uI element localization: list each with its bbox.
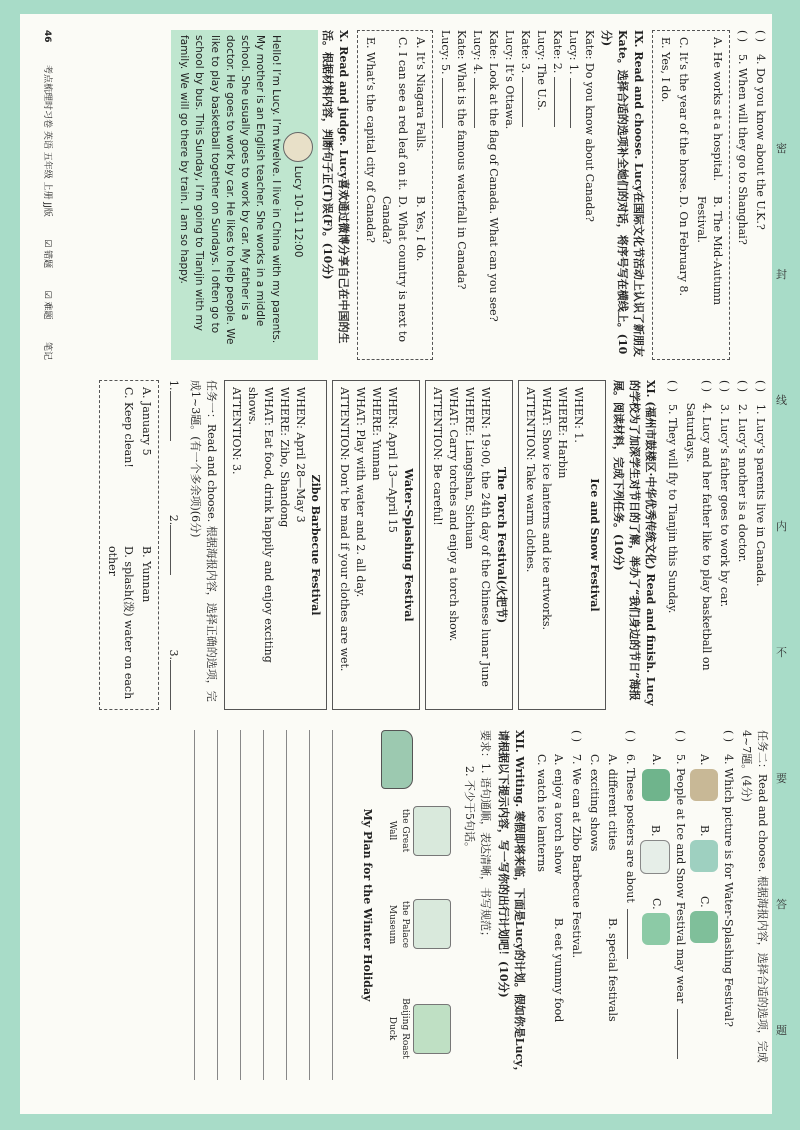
task1-instruction: 任务一：Read and choose. 根据海报内容，选择正确的选项，完成1~3题。(有一个多余项)(6分) bbox=[188, 380, 218, 702]
judge-text: 1. Lucy’s parents live in Canada. bbox=[754, 404, 767, 587]
page-number: 46 bbox=[42, 30, 53, 43]
binding-char: 密 bbox=[776, 142, 787, 155]
car-icon bbox=[381, 730, 413, 789]
choice-a[interactable]: A. bbox=[690, 754, 718, 801]
task1-opt-a: A. January 5 bbox=[140, 387, 154, 456]
task1-opt-d: D. splash(泼) water on each other bbox=[106, 546, 136, 700]
ix-opt-a: A. It’s Niagara Falls. bbox=[414, 37, 428, 152]
blog-time: 10-11 12:00 bbox=[291, 193, 304, 258]
poster-line: ATTENTION: Be careful! bbox=[431, 387, 445, 526]
blog-author: Lucy bbox=[291, 165, 304, 191]
answer-blank[interactable] bbox=[442, 78, 453, 128]
poster-water-splashing bbox=[333, 380, 421, 710]
poster-title: Ice and Snow Festival bbox=[587, 478, 601, 612]
ix-opt-b: B. Yes, I do. bbox=[414, 196, 428, 262]
landmark-palace-museum: the Palace Museum bbox=[385, 882, 451, 967]
judge-text: 3. Lucy’s father goes to work by car. bbox=[718, 404, 732, 608]
judge-row: ( ) 2. Lucy’s mother is a doctor. bbox=[736, 380, 750, 563]
q4-row: ( ) 4. Which picture is for Water-Splashing Festival? bbox=[722, 730, 736, 1027]
torch-icon bbox=[690, 769, 718, 801]
poster-line: WHERE: Zibo, Shandong bbox=[277, 387, 291, 528]
poster-line: WHAT: Eat food, drink happily and enjoy exciting shows. bbox=[245, 387, 275, 663]
answer-blank[interactable] bbox=[554, 77, 565, 127]
down-jacket-icon bbox=[642, 769, 670, 801]
q4-text: 4. Which picture is for Water-Splashing Festival? bbox=[722, 754, 736, 1027]
choice-b[interactable]: B. bbox=[640, 825, 670, 874]
q4-text: 4. Do you know about the U.K.? bbox=[754, 54, 767, 230]
plan-illustration bbox=[381, 730, 455, 1080]
dialogue-line: Lucy: The U.S. bbox=[534, 30, 548, 111]
judge-row: ( ) 4. Lucy and her father like to play basketball on Saturdays. bbox=[682, 380, 714, 710]
q5-text: 5. When will they go to Shanghai? bbox=[736, 54, 750, 245]
binding-char: 答 bbox=[776, 898, 787, 911]
q6-text: 6. These posters are about bbox=[624, 754, 638, 903]
poster-line: ATTENTION: Take warm clothes. bbox=[523, 387, 537, 573]
binding-char: 封 bbox=[776, 268, 787, 281]
poster-torch bbox=[425, 380, 513, 710]
poster-line: ATTENTION: 3. bbox=[229, 387, 243, 475]
dialogue bbox=[437, 30, 596, 360]
requirement-2: 2. 不少于5句话。 bbox=[462, 766, 476, 853]
poster-line: WHEN: April 13—April 15 bbox=[386, 387, 400, 533]
choice-c[interactable]: C. bbox=[640, 898, 670, 945]
judge-text: 4. Lucy and her father like to play basketball on Saturdays. bbox=[684, 402, 714, 671]
q7-text: 7. We can at Zibo Barbecue Festival. bbox=[570, 754, 584, 959]
shorts-icon bbox=[642, 913, 670, 945]
poster-line: WHERE: Harbin bbox=[555, 387, 569, 479]
q7-opt-c: C. watch ice lanterns bbox=[534, 754, 548, 872]
task1-opt-c: C. Keep clean! bbox=[122, 387, 136, 468]
q5-row: ( ) 5. People at Ice and Snow Festival may wear bbox=[672, 730, 688, 1080]
footer-series: 考点梳理时习卷 英语 五年级 上册 JJ版 bbox=[42, 64, 53, 217]
answer-blank[interactable] bbox=[522, 77, 533, 127]
choice-c[interactable]: C. bbox=[690, 896, 718, 943]
opt-a: A. He works at a hospital. bbox=[711, 37, 725, 182]
poster-title: The Torch Festival(火把节) bbox=[494, 466, 508, 624]
q5-pictures bbox=[640, 754, 670, 1080]
task1-opt-b: B. Yunnan bbox=[140, 546, 154, 603]
binding-char: 内 bbox=[776, 520, 787, 533]
q7-opt-a: A. enjoy a torch show bbox=[552, 754, 566, 875]
poster-line: WHEN: 19:00, the 24th day of the Chinese lunar June bbox=[478, 387, 492, 687]
choice-b[interactable]: B. bbox=[690, 825, 718, 872]
section-ix-title: IX. Read and choose. Lucy在国际文化节活动上认识了新朋友Kate。选择合适的选项补全她们的对话，将序号写在横线上。(10分) bbox=[600, 30, 646, 357]
blog-post bbox=[171, 30, 318, 360]
q6-options bbox=[586, 754, 620, 1080]
dialogue-line: Kate: Do you know about Canada? bbox=[582, 30, 596, 222]
q6-opt-a: A. different cities bbox=[606, 754, 620, 851]
rotated-content bbox=[40, 30, 770, 1080]
options-box bbox=[652, 30, 730, 360]
opt-d: D. On February 8. bbox=[677, 196, 691, 296]
dialogue-line: Kate: 2. bbox=[549, 30, 565, 360]
poster-title: Water-Splashing Festival bbox=[402, 468, 416, 622]
judge-row: ( ) 5. They will fly to Tianjin this Sunday. bbox=[666, 380, 680, 614]
judge-row: ( ) 3. Lucy’s father goes to work by car. bbox=[718, 380, 732, 608]
avatar bbox=[283, 132, 313, 162]
footer-mistake[interactable]: ☑ 错题 bbox=[42, 239, 53, 269]
blog-text: Hello! I’m Lucy. I’m twelve. I live in China with my parents. My mother is an English teacher. She works in a middle school. She usually goes to work by car. My father is a doctor. He goes to work by car. He likes to help people. We like to play basketball together on Sundays. I often go to school by bus. This Sunday, I’m going to Tianjin with my family. We will go there by train. I am so happy. bbox=[178, 35, 282, 345]
binding-char: 不 bbox=[776, 646, 787, 659]
section-xi-title: XI. (福州市鼓楼区·中华优秀传统文化) Read and finish. Lucy的学校为了加深学生对节日的了解，举办了“我们身边的节日”海报展。阅读材料，完成下列任务。(10分) bbox=[612, 380, 658, 706]
opt-b: B. The Mid-Autumn Festival. bbox=[695, 196, 725, 306]
poster-line: WHAT: Play with water and 2. all day. bbox=[354, 387, 368, 598]
dialogue-line: Kate: What is the famous waterfall in Canada? bbox=[455, 30, 469, 290]
blog-header bbox=[283, 35, 313, 355]
q7-row: ( ) 7. We can at Zibo Barbecue Festival. bbox=[570, 730, 584, 959]
footer-hard[interactable]: ☑ 难题 bbox=[42, 290, 53, 320]
poster-line: WHEN: April 28—May 3 bbox=[293, 387, 307, 523]
dialogue-line: Lucy: 1. bbox=[565, 30, 581, 360]
page-footer bbox=[40, 30, 53, 360]
q6-opt-b: B. special festivals bbox=[606, 918, 620, 1022]
poster-line: ATTENTION: Don’t be mad if your clothes are wet. bbox=[338, 387, 352, 672]
choice-a[interactable]: A. bbox=[640, 754, 670, 801]
column-3 bbox=[40, 730, 770, 1080]
column-2 bbox=[40, 380, 770, 710]
dialogue-line: Kate: 3. bbox=[517, 30, 533, 360]
dialogue-line: Lucy: 4. bbox=[469, 30, 485, 360]
dialogue-line: Lucy: 5. bbox=[437, 30, 453, 360]
writing-area[interactable] bbox=[194, 730, 355, 1080]
judge-text: 2. Lucy’s mother is a doctor. bbox=[736, 404, 750, 563]
judge-row: ( ) 1. Lucy’s parents live in Canada. bbox=[754, 380, 767, 587]
q4-row: ( ) 4. Do you know about the U.K.? bbox=[754, 30, 767, 230]
dialogue-line: Lucy: It’s Ottawa. bbox=[502, 30, 516, 130]
q7-opt-b: B. eat yummy food bbox=[552, 918, 566, 1023]
q7-options bbox=[533, 754, 567, 1080]
task2-instruction: 任务二：Read and choose. 根据海报内容，选择合适的选项，完成4~7题。(4分) bbox=[740, 730, 769, 1063]
q4-pictures bbox=[690, 754, 718, 1080]
answer-blank[interactable] bbox=[570, 78, 581, 128]
poster-line: WHERE: Yunnan bbox=[370, 387, 384, 481]
q6-row: ( ) 6. These posters are about bbox=[622, 730, 638, 1080]
landmark-roast-duck: Beijing Roast Duck bbox=[385, 987, 451, 1070]
requirement-1: 要求：1. 语句通顺，表达清晰，书写规范； bbox=[478, 730, 492, 942]
poster-line: WHEN: 1. bbox=[571, 387, 585, 443]
answer-blank[interactable] bbox=[474, 78, 485, 128]
binding-char: 要 bbox=[776, 772, 787, 785]
task1-blanks bbox=[165, 380, 181, 710]
poster-line: WHERE: Liangshan, Sichuan bbox=[463, 387, 476, 550]
q6-opt-c: C. exciting shows bbox=[588, 754, 602, 852]
section-xii-title: XII. Writing. 寒假即将来临，下面是Lucy的计划。假如你是Lucy，请根据以下提示内容，写一写你的出行计划吧！(10分) bbox=[496, 730, 526, 1078]
water-splash-icon bbox=[690, 840, 718, 872]
blank-3[interactable]: 3. bbox=[165, 650, 181, 711]
plan-title: My Plan for the Winter Holiday bbox=[360, 808, 374, 1002]
blank-2[interactable]: 2. bbox=[165, 515, 181, 576]
poster-line: WHAT: Carry torches and enjoy a torch show. bbox=[447, 387, 461, 642]
poster-ice-snow bbox=[518, 380, 606, 710]
q5-row: ( ) 5. When will they go to Shanghai? bbox=[736, 30, 750, 245]
opt-c: C. It’s the year of the horse. bbox=[677, 37, 691, 194]
landmark-great-wall: the Great Wall bbox=[385, 799, 451, 862]
binding-text bbox=[776, 140, 787, 1038]
blank-1[interactable]: 1. bbox=[165, 380, 181, 441]
judge-text: 5. They will fly to Tianjin this Sunday. bbox=[666, 404, 680, 614]
binding-char: 线 bbox=[776, 394, 787, 407]
q5-text: 5. People at Ice and Snow Festival may wear bbox=[674, 754, 688, 1004]
column-1 bbox=[40, 30, 770, 360]
barbecue-icon bbox=[690, 911, 718, 943]
vest-icon bbox=[640, 840, 670, 874]
dialogue-line: Kate: Look at the flag of Canada. What can you see? bbox=[486, 30, 500, 322]
opt-e: E. Yes, I do. bbox=[659, 37, 673, 103]
ix-opt-e: E. What’s the capital city of Canada? bbox=[364, 37, 378, 243]
section-x-title: X. Read and judge. Lucy喜欢通过微博分享自己在中国的生活。根据材料内容，判断句子正(T)误(F)。(10分) bbox=[321, 30, 351, 344]
poster-title: Zibo Barbecue Festival bbox=[309, 474, 323, 616]
ix-opt-c: C. I can see a red leaf on it. bbox=[396, 37, 410, 191]
ix-options-box bbox=[357, 30, 433, 360]
binding-char: 题 bbox=[776, 1024, 787, 1037]
poster-line: WHAT: Show ice lanterns and ice artworks. bbox=[539, 387, 553, 631]
poster-zibo-barbecue bbox=[224, 380, 328, 710]
ix-opt-d: D. What country is next to Canada? bbox=[380, 196, 410, 343]
task1-options-box bbox=[99, 380, 159, 710]
footer-notes: 笔记 bbox=[42, 341, 53, 360]
